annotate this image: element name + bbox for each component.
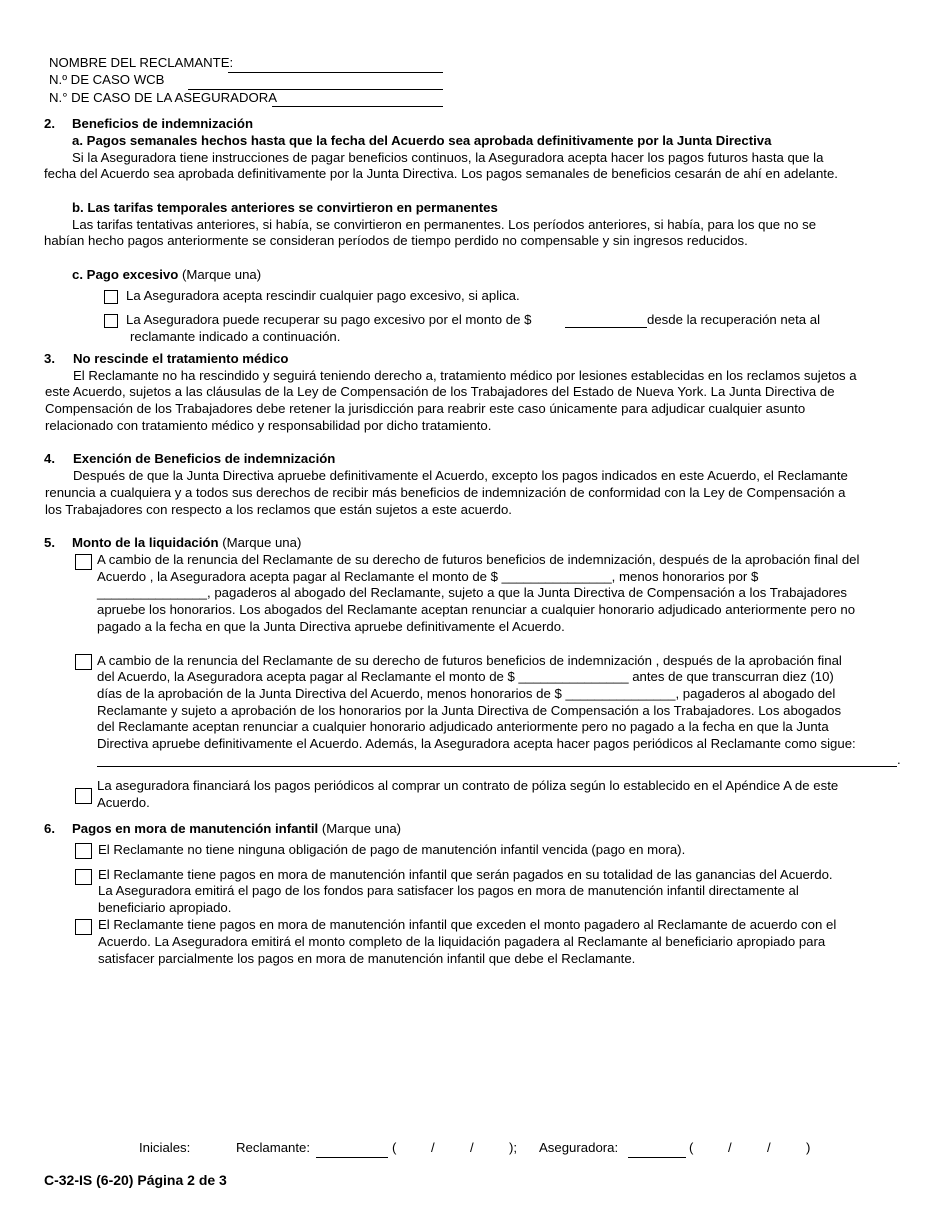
overpayment-recover-checkbox[interactable] (104, 314, 118, 328)
section-4-line2: renuncia a cualquiera y a todos sus derechos de recibir más beneficios de indemnización de conformidad con la Ley de Compensación a (45, 485, 846, 500)
section-6-heading (72, 821, 401, 838)
section-2c-heading (72, 267, 261, 284)
section-6-number: 6. (44, 821, 55, 836)
wcb-case-label: N.º DE CASO WCB (49, 72, 165, 87)
settlement-option1-line2: Acuerdo , la Aseguradora acepta pagar al Reclamante el monto de $ _______________, menos honorarios por $ (97, 569, 759, 584)
child-support-option3-line1: El Reclamante tiene pagos en mora de manutención infantil que exceden el monto pagadero al Reclamante de acuerdo con el (98, 917, 837, 932)
overpayment-rescind-checkbox[interactable] (104, 290, 118, 304)
claimant-date-slash-1: / (431, 1140, 435, 1155)
section-5-heading (72, 535, 301, 552)
settlement-option3-line2: Acuerdo. (97, 795, 150, 810)
section-2c-title: c. Pago excesivo (72, 267, 179, 282)
settlement-option2-line5: del Reclamante aceptan renunciar a cualquier honorario adjudicado anteriormente pero no pagado a la fecha en que la Junta (97, 719, 829, 734)
overpayment-recover-label-end: reclamante indicado a continuación. (130, 329, 341, 344)
child-support-option1-checkbox[interactable] (75, 843, 92, 859)
section-2a-line1: Si la Aseguradora tiene instrucciones de pagar beneficios continuos, la Aseguradora acepta hacer los pagos futuros hasta que la (72, 150, 824, 165)
carrier-date-slash-2: / (767, 1140, 771, 1155)
child-support-option2-line1: El Reclamante tiene pagos en mora de manutención infantil que serán pagados en su totalidad de las ganancias del Acuerdo. (98, 867, 833, 882)
section-4-line1: Después de que la Junta Directiva apruebe definitivamente el Acuerdo, excepto los pagos indicados en este Acuerdo, el Reclamante (73, 468, 848, 483)
settlement-option2-line2: del Acuerdo, la Aseguradora acepta pagar al Reclamante el monto de $ _______________ antes de que transcurran diez (10) (97, 669, 834, 684)
settlement-option3-checkbox[interactable] (75, 788, 92, 804)
section-3-line3: Compensación de los Trabajadores debe retener la jurisdicción para reabrir este caso únicamente para adjudicar cualquier asunto (45, 401, 806, 416)
child-support-option3-line2: Acuerdo. La Aseguradora emitirá el monto completo de la liquidación pagadera al Reclamante al beneficiario apropiado para (98, 934, 826, 949)
section-3-line2: este Acuerdo, sujetos a las cláusulas de la Ley de Compensación de los Trabajadores del Estado de Nueva York. La Junta Directiva de (45, 384, 835, 399)
overpayment-recover-label: La Aseguradora puede recuperar su pago excesivo por el monto de $ (126, 312, 532, 327)
carrier-case-field[interactable] (272, 106, 443, 107)
claimant-initials-label: Reclamante: (236, 1140, 311, 1155)
section-5-title: Monto de la liquidación (72, 535, 219, 550)
overpayment-recover-label-cont: desde la recuperación neta al (647, 312, 821, 327)
child-support-option3-line3: satisfacer parcialmente los pagos en mora de manutención infantil que debe el Reclamante. (98, 951, 636, 966)
section-2a-line2: fecha del Acuerdo sea aprobada definitivamente por la Junta Directiva. Los pagos semanales de beneficios cesarán de ahí en adelante. (44, 166, 838, 181)
carrier-date-slash-1: / (728, 1140, 732, 1155)
claimant-name-field[interactable] (228, 72, 443, 73)
section-6-title: Pagos en mora de manutención infantil (72, 821, 319, 836)
section-2-number: 2. (44, 116, 55, 131)
carrier-case-label: N.° DE CASO DE LA ASEGURADORA (49, 90, 278, 105)
carrier-date-open: ( (689, 1140, 694, 1155)
section-2b-line2: habían hecho pagos anteriormente se consideran períodos de tiempo perdido no compensable y sin ingresos reducidos. (44, 233, 748, 248)
settlement-option1-line5: pagado a la fecha en que la Junta Directiva apruebe definitivamente el Acuerdo. (97, 619, 565, 634)
section-2b-line1: Las tarifas tentativas anteriores, si había, se convirtieron en permanentes. Los períodos anteriores, si había, para los que no se (72, 217, 817, 232)
section-4-title: Exención de Beneficios de indemnización (73, 451, 336, 466)
carrier-date-close: ) (806, 1140, 811, 1155)
carrier-initials-label: Aseguradora: (539, 1140, 619, 1155)
child-support-option3-checkbox[interactable] (75, 919, 92, 935)
claimant-initials-field[interactable] (316, 1157, 388, 1158)
child-support-option2-line2: La Aseguradora emitirá el pago de los fondos para satisfacer los pagos en mora de manutención infantil directamente al (98, 883, 799, 898)
settlement-option1-line3: _______________, pagaderos al abogado del Reclamante, sujeto a que la Junta Directiva de Compensación a los Trabajadores (97, 585, 848, 600)
settlement-option2-line4: Reclamante y sujeto a aprobación de los honorarios por la Junta Directiva de Compensación a los Trabajadores. Los abogados (97, 703, 842, 718)
settlement-option1-line1: A cambio de la renuncia del Reclamante de su derecho de futuros beneficios de indemnización, después de la aprobación final del (97, 552, 860, 567)
section-2c-note: (Marque una) (178, 267, 262, 282)
section-2-title: Beneficios de indemnización (72, 116, 253, 131)
child-support-option1-label: El Reclamante no tiene ninguna obligación de pago de manutención infantil vencida (pago en mora). (98, 842, 686, 857)
section-4-number: 4. (44, 451, 55, 466)
periodic-payments-period: . (897, 752, 901, 767)
section-4-line3: los Trabajadores con respecto a los reclamos que están sujetos a este acuerdo. (45, 502, 512, 517)
section-3-line4: relacionado con tratamiento médico y responsabilidad por dicho tratamiento. (45, 418, 492, 433)
overpayment-rescind-label: La Aseguradora acepta rescindir cualquier pago excesivo, si aplica. (126, 288, 520, 303)
periodic-payments-field[interactable] (97, 766, 897, 767)
child-support-option2-checkbox[interactable] (75, 869, 92, 885)
form-id: C-32-IS (6-20) Página 2 de 3 (44, 1172, 227, 1188)
claimant-name-label: NOMBRE DEL RECLAMANTE: (49, 55, 234, 70)
section-5-note: (Marque una) (218, 535, 302, 550)
section-3-number: 3. (44, 351, 55, 366)
settlement-option2-checkbox[interactable] (75, 654, 92, 670)
settlement-option1-line4: apruebe los honorarios. Los abogados del Reclamante aceptan renunciar a cualquier honorario adjudicado anteriormente pero no (97, 602, 856, 617)
settlement-option3-line1: La aseguradora financiará los pagos periódicos al comprar un contrato de póliza según lo establecido en el Apéndice A de este (97, 778, 839, 793)
section-3-title: No rescinde el tratamiento médico (73, 351, 289, 366)
claimant-date-close: ); (509, 1140, 518, 1155)
child-support-option2-line3: beneficiario apropiado. (98, 900, 232, 915)
section-5-number: 5. (44, 535, 55, 550)
section-6-note: (Marque una) (318, 821, 402, 836)
settlement-option2-line6: Directiva apruebe definitivamente el Acuerdo. Además, la Aseguradora acepta hacer pagos periódicos al Reclamante como sigue: (97, 736, 856, 751)
claimant-date-slash-2: / (470, 1140, 474, 1155)
section-2a-title: a. Pagos semanales hechos hasta que la fecha del Acuerdo sea aprobada definitivamente por la Junta Directiva (72, 133, 772, 148)
settlement-option1-checkbox[interactable] (75, 554, 92, 570)
initials-label: Iniciales: (139, 1140, 191, 1155)
settlement-option2-line3: días de la aprobación de la Junta Directiva del Acuerdo, menos honorarios de $ _______________, pagaderos al abogado del (97, 686, 836, 701)
claimant-date-open: ( (392, 1140, 397, 1155)
carrier-initials-field[interactable] (628, 1157, 686, 1158)
section-2b-title: b. Las tarifas temporales anteriores se convirtieron en permanentes (72, 200, 498, 215)
settlement-option2-line1: A cambio de la renuncia del Reclamante de su derecho de futuros beneficios de indemnización , después de la aprobación final (97, 653, 842, 668)
section-3-line1: El Reclamante no ha rescindido y seguirá teniendo derecho a, tratamiento médico por lesiones establecidas en los reclamos sujetos a (73, 368, 857, 383)
overpayment-amount-field[interactable] (565, 327, 647, 328)
